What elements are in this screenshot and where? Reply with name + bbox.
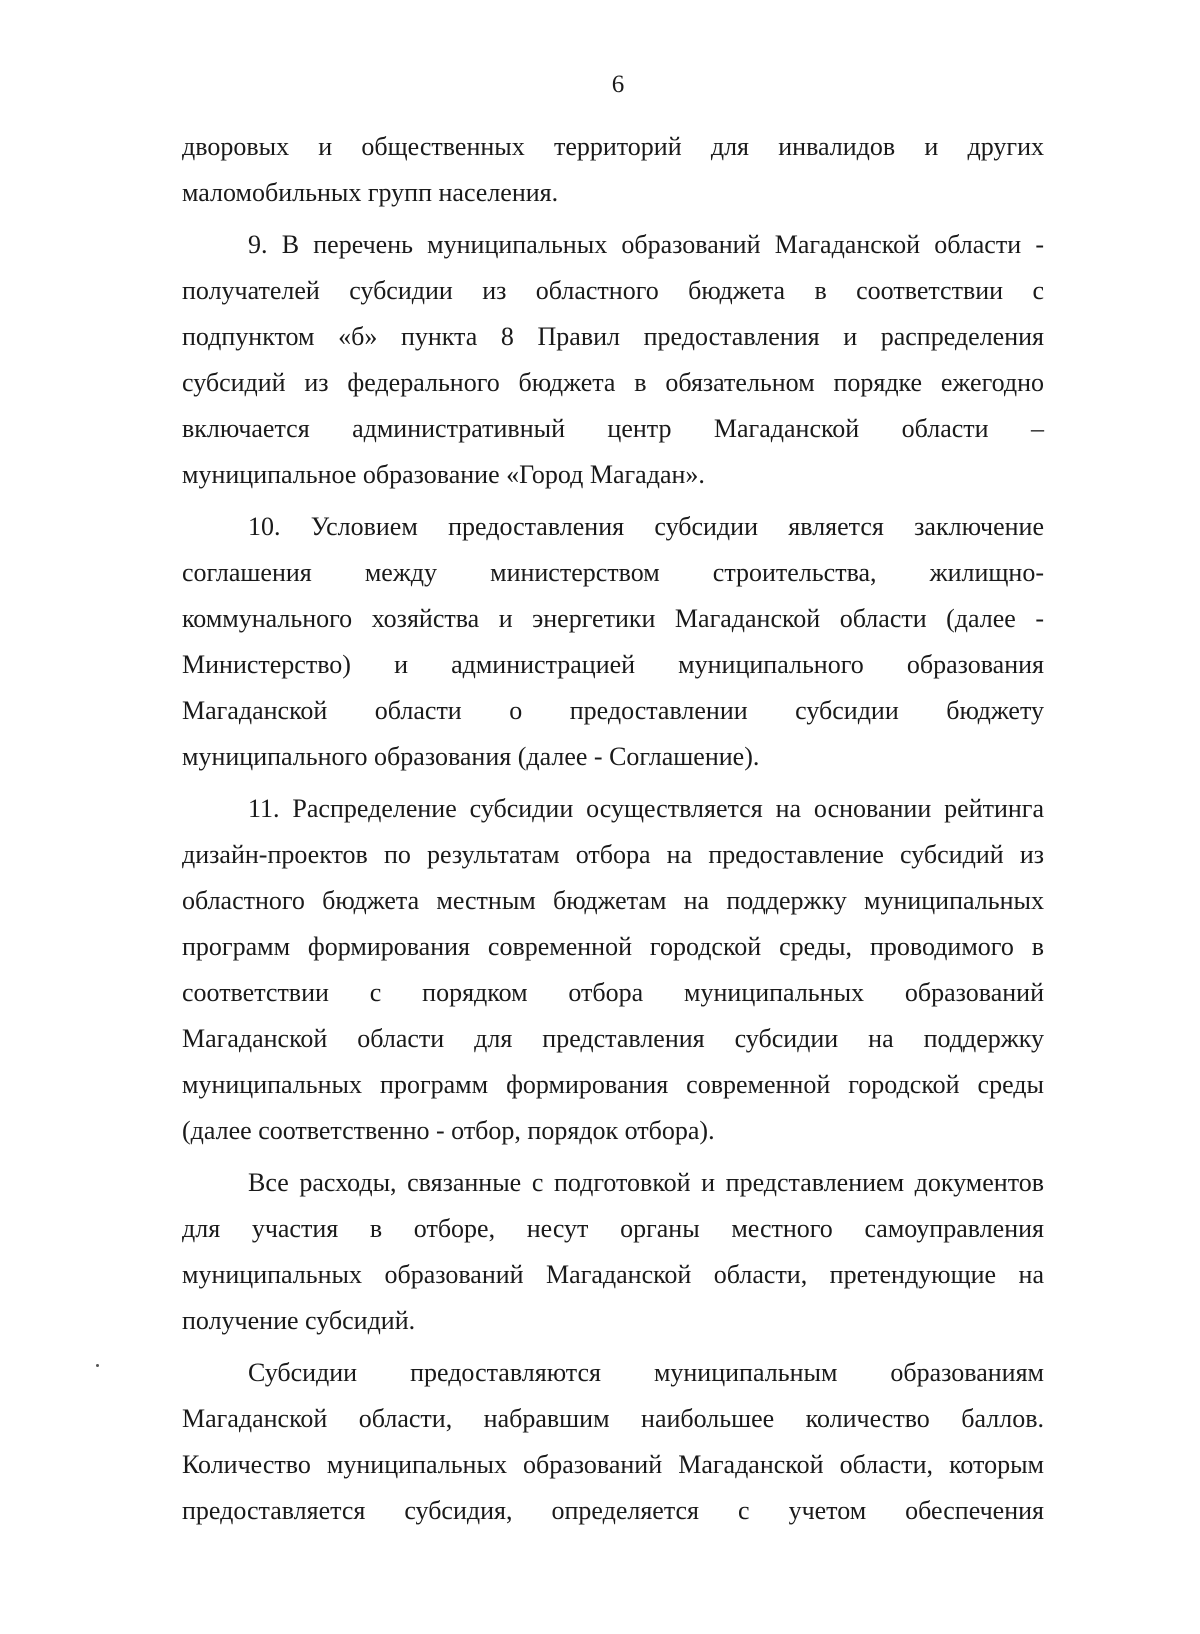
document-body (182, 124, 1044, 1534)
paragraph-line: 11. Распределение субсидии осуществляется на основании рейтинга (248, 794, 1044, 823)
paragraph-line: коммунального хозяйства и энергетики Магаданской области (далее - (182, 604, 1044, 633)
paragraph-line: муниципальных образований Магаданской области, претендующие на (182, 1260, 1044, 1289)
paragraph-line: (далее соответственно - отбор, порядок отбора). (182, 1116, 715, 1145)
scan-artifact-dot (96, 1364, 99, 1367)
paragraph-line: включается административный центр Магаданской области – (182, 414, 1044, 443)
paragraph-line: Субсидии предоставляются муниципальным образованиям (248, 1358, 1044, 1387)
paragraph-line: для участия в отборе, несут органы местного самоуправления (182, 1214, 1044, 1243)
paragraph-line: получение субсидий. (182, 1306, 416, 1335)
paragraph-line: дворовых и общественных территорий для инвалидов и других (182, 132, 1044, 161)
paragraph-line: соответствии с порядком отбора муниципальных образований (182, 978, 1044, 1007)
paragraph-line: предоставляется субсидия, определяется с учетом обеспечения (182, 1496, 1044, 1525)
paragraph-line: муниципальное образование «Город Магадан». (182, 460, 705, 489)
paragraph-line: маломобильных групп населения. (182, 178, 559, 207)
paragraph-line: Магаданской области для представления субсидии на поддержку (182, 1024, 1044, 1053)
page-number: 6 (611, 71, 625, 98)
paragraph-line: получателей субсидии из областного бюджета в соответствии с (182, 276, 1044, 305)
paragraph-line: подпунктом «б» пункта 8 Правил предоставления и распределения (182, 322, 1044, 351)
paragraph-line: Магаданской области, набравшим наибольшее количество баллов. (182, 1404, 1044, 1433)
paragraph-line: муниципальных программ формирования современной городской среды (182, 1070, 1044, 1099)
paragraph-line: Количество муниципальных образований Магаданской области, которым (182, 1450, 1044, 1479)
paragraph-line: субсидий из федерального бюджета в обязательном порядке ежегодно (182, 368, 1044, 397)
paragraph-line: соглашения между министерством строительства, жилищно- (182, 558, 1044, 587)
paragraph-line: 9. В перечень муниципальных образований Магаданской области - (248, 230, 1044, 259)
paragraph-line: 10. Условием предоставления субсидии является заключение (248, 512, 1044, 541)
paragraph-line: областного бюджета местным бюджетам на поддержку муниципальных (182, 886, 1044, 915)
paragraph-line: муниципального образования (далее - Соглашение). (182, 742, 760, 771)
paragraph-line: Все расходы, связанные с подготовкой и представлением документов (248, 1168, 1044, 1197)
paragraph-line: программ формирования современной городской среды, проводимого в (182, 932, 1044, 961)
paragraph-line: Министерство) и администрацией муниципального образования (182, 650, 1044, 679)
paragraph-line: дизайн-проектов по результатам отбора на предоставление субсидий из (182, 840, 1044, 869)
paragraph-line: Магаданской области о предоставлении субсидии бюджету (182, 696, 1044, 725)
